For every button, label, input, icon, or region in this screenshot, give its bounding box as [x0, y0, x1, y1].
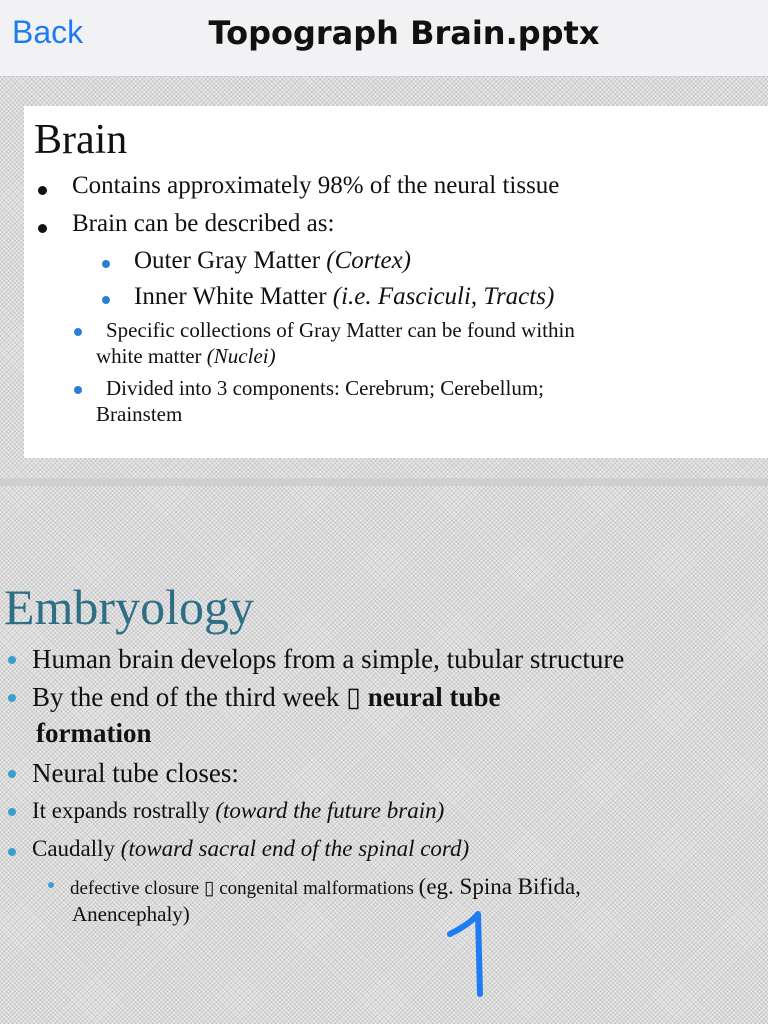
- bullet-dot: [8, 848, 16, 856]
- bullet-dot: [38, 186, 47, 195]
- document-title: Topograph Brain.pptx: [208, 14, 600, 52]
- sub-bullet-text: [134, 283, 554, 311]
- arrow-placeholder-glyph: ▯: [346, 682, 362, 712]
- bullet-italic: (toward the future brain): [215, 798, 445, 823]
- bullet-plain: Caudally: [32, 836, 121, 861]
- bullet-dot: [8, 656, 16, 664]
- bullet-dot: [8, 770, 16, 778]
- slide-1-heading: Brain: [34, 117, 128, 163]
- bullet-text: Contains approximately 98% of the neural tissue: [72, 172, 560, 199]
- bullet-text: Specific collections of Gray Matter can be found within: [106, 318, 575, 342]
- bullet-dot: [8, 808, 16, 816]
- sub-bullet-plain: Inner White Matter: [134, 283, 333, 310]
- sub-bullet-text: [70, 874, 581, 900]
- slide-1: [24, 106, 768, 458]
- sub-bullet-italic: (i.e. Fasciculi, Tracts): [332, 283, 555, 310]
- bullet-dot: [8, 694, 16, 702]
- bullet-text: Divided into 3 components: Cerebrum; Cerebellum;: [106, 376, 544, 400]
- bullet-text: [32, 798, 444, 824]
- bullet-text: [32, 836, 469, 862]
- bullet-plain: It expands rostrally: [32, 798, 216, 823]
- back-button[interactable]: Back: [12, 14, 84, 50]
- bullet-dot: [38, 224, 47, 233]
- bullet-text: [32, 682, 501, 713]
- bullet-text-continued: formation: [36, 718, 152, 748]
- sub-bullet-italic: (Cortex): [326, 247, 411, 274]
- bullet-italic: (toward sacral end of the spinal cord): [120, 836, 470, 861]
- slide-separator: [0, 478, 768, 486]
- sub-bullet-dot: [48, 882, 54, 888]
- bullet-dot: [74, 386, 82, 394]
- sub-bullet-plain: (eg. Spina Bifida,: [418, 874, 581, 899]
- sub-bullet-plain: defective closure: [70, 878, 204, 899]
- bullet-text-continued: [96, 344, 276, 369]
- navigation-bar: [0, 0, 768, 77]
- arrow-placeholder-glyph: ▯: [203, 878, 215, 899]
- bullet-text: Brain can be described as:: [72, 210, 335, 237]
- bullet-plain: By the end of the third week: [32, 682, 347, 712]
- bullet-text-continued: Brainstem: [96, 402, 183, 426]
- sub-bullet-dot: [102, 296, 110, 304]
- sub-bullet-plain: Outer Gray Matter: [134, 247, 327, 274]
- sub-bullet-dot: [102, 260, 110, 268]
- slide-2: [0, 486, 768, 1024]
- bullet-bold: neural tube: [361, 682, 501, 712]
- bullet-text: Human brain develops from a simple, tubular structure: [32, 644, 625, 674]
- slide-2-heading: Embryology: [4, 579, 254, 635]
- sub-bullet-text-continued: Anencephaly): [72, 902, 190, 926]
- bullet-dot: [74, 328, 82, 336]
- bullet-plain: white matter: [96, 344, 207, 368]
- page-number-indicator: [440, 910, 500, 1000]
- sub-bullet-plain: congenital malformations: [214, 878, 419, 899]
- sub-bullet-text: [134, 247, 411, 275]
- bullet-text: Neural tube closes:: [32, 758, 239, 788]
- bullet-italic: (Nuclei): [206, 344, 276, 368]
